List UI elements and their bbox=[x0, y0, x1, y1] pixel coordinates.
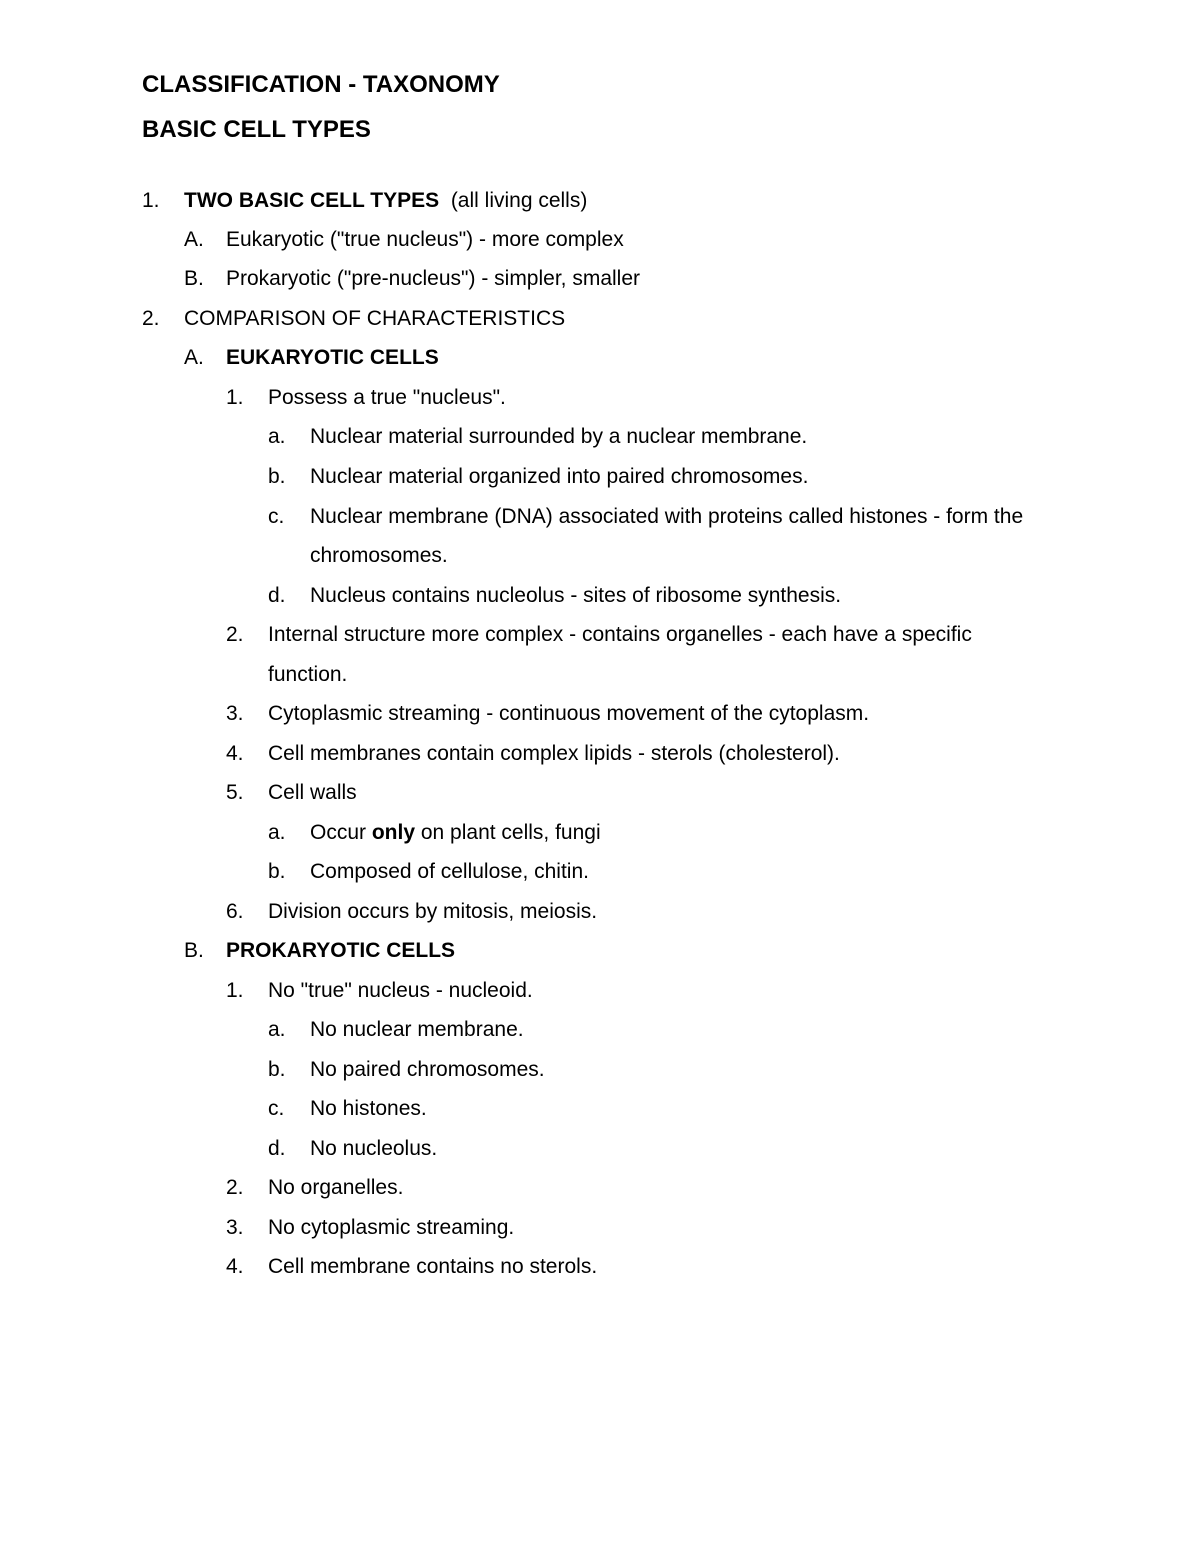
document-title: CLASSIFICATION - TAXONOMY bbox=[142, 71, 500, 98]
list-marker: d. bbox=[268, 584, 286, 607]
list-marker: b. bbox=[268, 860, 286, 883]
list-item-continuation: function. bbox=[268, 663, 348, 686]
list-item: Nuclear material surrounded by a nuclear membrane. bbox=[310, 425, 808, 448]
eukaryotic-heading: EUKARYOTIC CELLS bbox=[226, 346, 439, 369]
list-marker: A. bbox=[184, 346, 204, 369]
list-marker: b. bbox=[268, 465, 286, 488]
section-2-heading: COMPARISON OF CHARACTERISTICS bbox=[184, 307, 566, 330]
list-item: No nuclear membrane. bbox=[310, 1018, 524, 1041]
list-item: Cell membranes contain complex lipids - sterols (cholesterol). bbox=[268, 742, 840, 765]
list-marker: 4. bbox=[226, 742, 244, 765]
list-marker: a. bbox=[268, 425, 286, 448]
list-item: No nucleolus. bbox=[310, 1137, 438, 1160]
list-item: Cell walls bbox=[268, 781, 357, 804]
eukaryotic-definition: Eukaryotic ("true nucleus") - more complex bbox=[226, 228, 624, 251]
list-marker: 1. bbox=[226, 979, 244, 1002]
list-item: Division occurs by mitosis, meiosis. bbox=[268, 900, 598, 923]
list-marker: 5. bbox=[226, 781, 244, 804]
list-marker: B. bbox=[184, 267, 204, 290]
list-marker: 1. bbox=[226, 386, 244, 409]
list-marker: B. bbox=[184, 939, 204, 962]
list-item: Cell membrane contains no sterols. bbox=[268, 1255, 598, 1278]
list-item: No "true" nucleus - nucleoid. bbox=[268, 979, 533, 1002]
list-marker: b. bbox=[268, 1058, 286, 1081]
list-marker: A. bbox=[184, 228, 204, 251]
list-marker: 4. bbox=[226, 1255, 244, 1278]
section-1-note: (all living cells) bbox=[450, 189, 588, 212]
list-marker: d. bbox=[268, 1137, 286, 1160]
emphasis: only bbox=[371, 821, 416, 844]
list-item-continuation: chromosomes. bbox=[310, 544, 448, 567]
list-marker: 2. bbox=[226, 623, 244, 646]
list-marker: 3. bbox=[226, 1216, 244, 1239]
list-marker: a. bbox=[268, 821, 286, 844]
list-marker: a. bbox=[268, 1018, 286, 1041]
list-item: No cytoplasmic streaming. bbox=[268, 1216, 515, 1239]
list-item: Nucleus contains nucleolus - sites of ribosome synthesis. bbox=[310, 584, 842, 607]
section-1-marker: 1. bbox=[142, 189, 160, 212]
section-1-heading: TWO BASIC CELL TYPES bbox=[184, 189, 440, 212]
list-item: Internal structure more complex - contains organelles - each have a specific bbox=[268, 623, 972, 646]
prokaryotic-definition: Prokaryotic ("pre-nucleus") - simpler, smaller bbox=[226, 267, 641, 290]
section-1-heading-line bbox=[184, 188, 587, 214]
list-item: No organelles. bbox=[268, 1176, 404, 1199]
list-item: No histones. bbox=[310, 1097, 427, 1120]
list-marker: c. bbox=[268, 1097, 285, 1120]
list-marker: c. bbox=[268, 505, 285, 528]
section-2-marker: 2. bbox=[142, 307, 160, 330]
prokaryotic-heading: PROKARYOTIC CELLS bbox=[226, 939, 456, 962]
list-marker: 6. bbox=[226, 900, 244, 923]
list-item bbox=[310, 820, 601, 846]
list-item: No paired chromosomes. bbox=[310, 1058, 545, 1081]
list-item: Nuclear membrane (DNA) associated with proteins called histones - form the bbox=[310, 505, 1024, 528]
list-item: Nuclear material organized into paired chromosomes. bbox=[310, 465, 809, 488]
list-marker: 3. bbox=[226, 702, 244, 725]
text-run: Occur bbox=[310, 821, 372, 844]
list-item: Cytoplasmic streaming - continuous movement of the cytoplasm. bbox=[268, 702, 870, 725]
list-item: Possess a true "nucleus". bbox=[268, 386, 506, 409]
list-marker: 2. bbox=[226, 1176, 244, 1199]
text-run: on plant cells, fungi bbox=[415, 821, 601, 844]
document-subtitle: BASIC CELL TYPES bbox=[142, 116, 371, 143]
list-item: Composed of cellulose, chitin. bbox=[310, 860, 589, 883]
